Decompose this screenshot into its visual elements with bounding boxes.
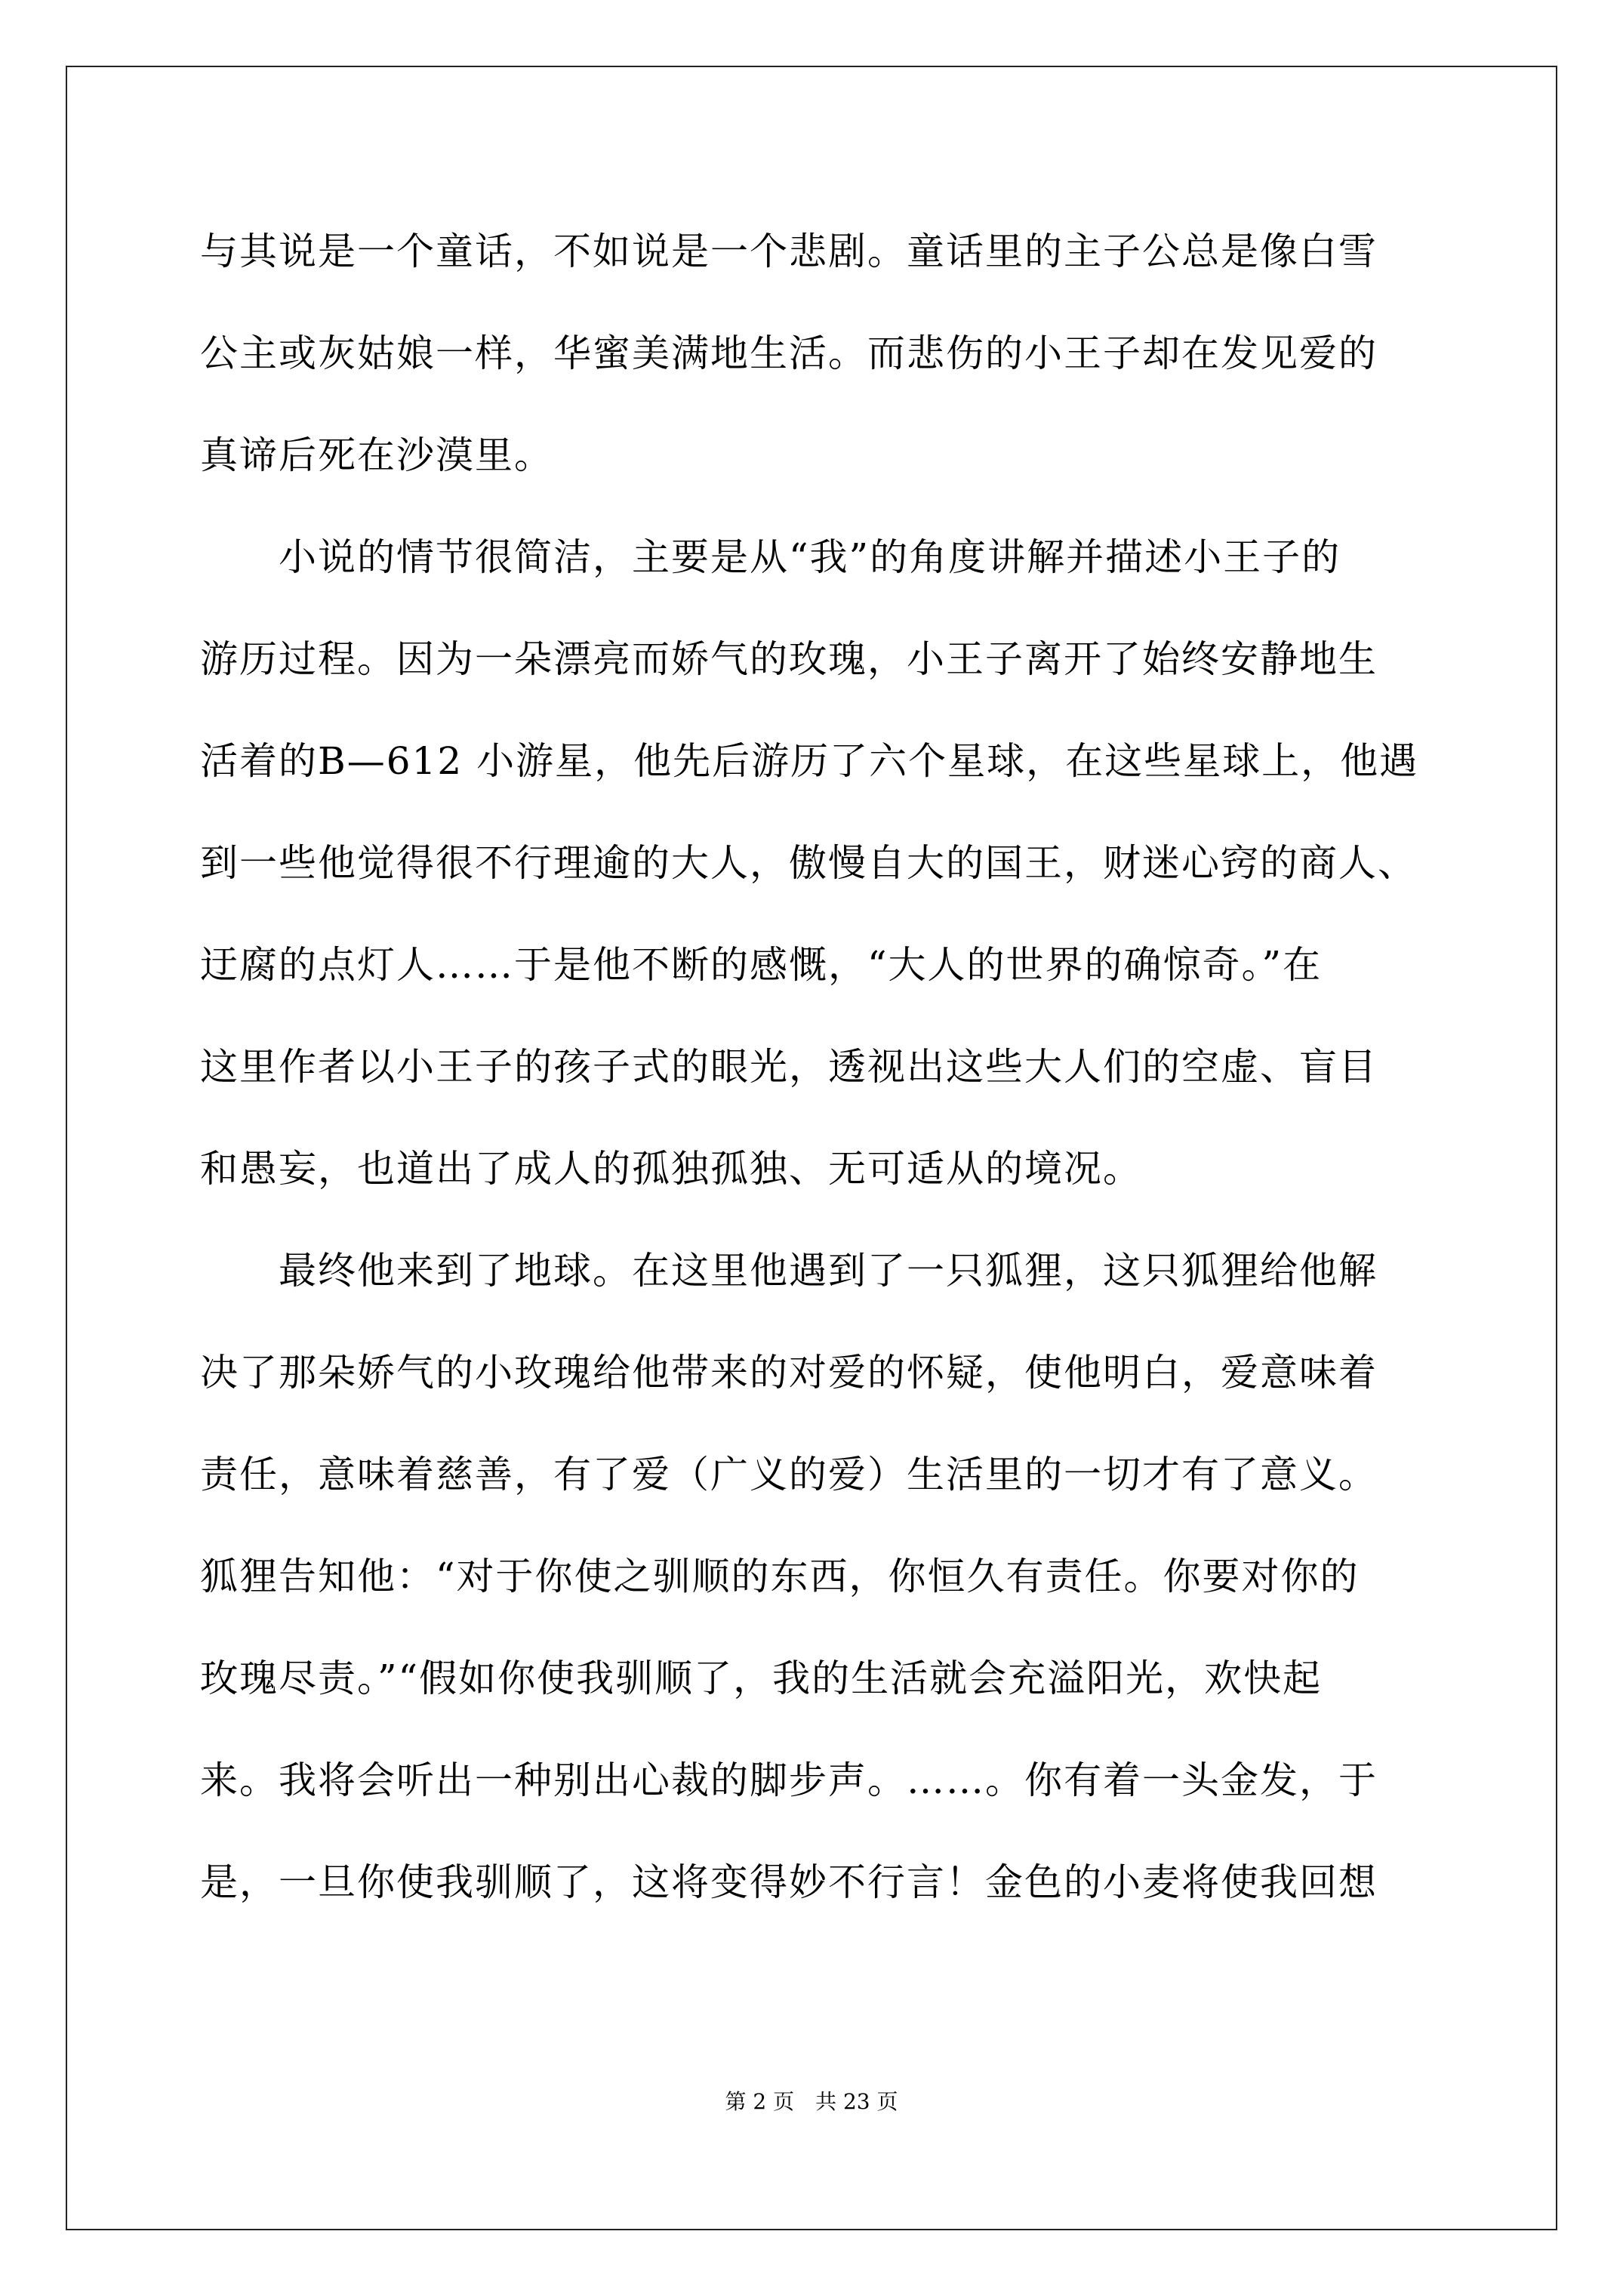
text-line: 小说的情节很简洁，主要是从“我”的角度讲解并描述小王子的: [200, 535, 1341, 579]
text-line: 与其说是一个童话，不如说是一个悲剧。童话里的主子公总是像白雪: [200, 230, 1378, 273]
page-number-footer: 第 2 页 共 23 页: [725, 2089, 898, 2114]
text-line: 最终他来到了地球。在这里他遇到了一只狐狸，这只狐狸给他解: [200, 1249, 1378, 1293]
text-line: 游历过程。因为一朵漂亮而娇气的玫瑰，小王子离开了始终安静地生: [200, 637, 1378, 681]
text-line: 来。我将会听出一种别出心裁的脚步声。……。你有着一头金发，于: [200, 1758, 1378, 1802]
text-line: 迂腐的点灯人……于是他不断的感慨，“大人的世界的确惊奇。”在: [200, 943, 1323, 987]
text-line: 和愚妄，也道出了成人的孤独孤独、无可适从的境况。: [200, 1147, 1142, 1191]
text-line: 决了那朵娇气的小玫瑰给他带来的对爱的怀疑，使他明白，爱意味着: [200, 1351, 1378, 1395]
text-line: 公主或灰姑娘一样，华蜜美满地生活。而悲伤的小王子却在发见爱的: [200, 331, 1378, 375]
text-line: 是，一旦你使我驯顺了，这将变得妙不行言！金色的小麦将使我回想: [200, 1860, 1378, 1904]
text-line: 真谛后死在沙漠里。: [200, 433, 553, 477]
text-line: 狐狸告知他：“对于你使之驯顺的东西，你恒久有责任。你要对你的: [200, 1555, 1360, 1598]
text-line: 到一些他觉得很不行理逾的大人，傲慢自大的国王，财迷心窍的商人、: [200, 841, 1417, 885]
text-line: 这里作者以小王子的孩子式的眼光，透视出这些大人们的空虚、盲目: [200, 1045, 1378, 1089]
text-line: 玫瑰尽责。”“假如你使我驯顺了，我的生活就会充溢阳光，欢快起: [200, 1657, 1323, 1700]
text-line: 责任，意味着慈善，有了爱（广义的爱）生活里的一切才有了意义。: [200, 1453, 1378, 1496]
text-line: 活着的B—612 小游星，他先后游历了六个星球，在这些星球上，他遇: [200, 739, 1419, 783]
